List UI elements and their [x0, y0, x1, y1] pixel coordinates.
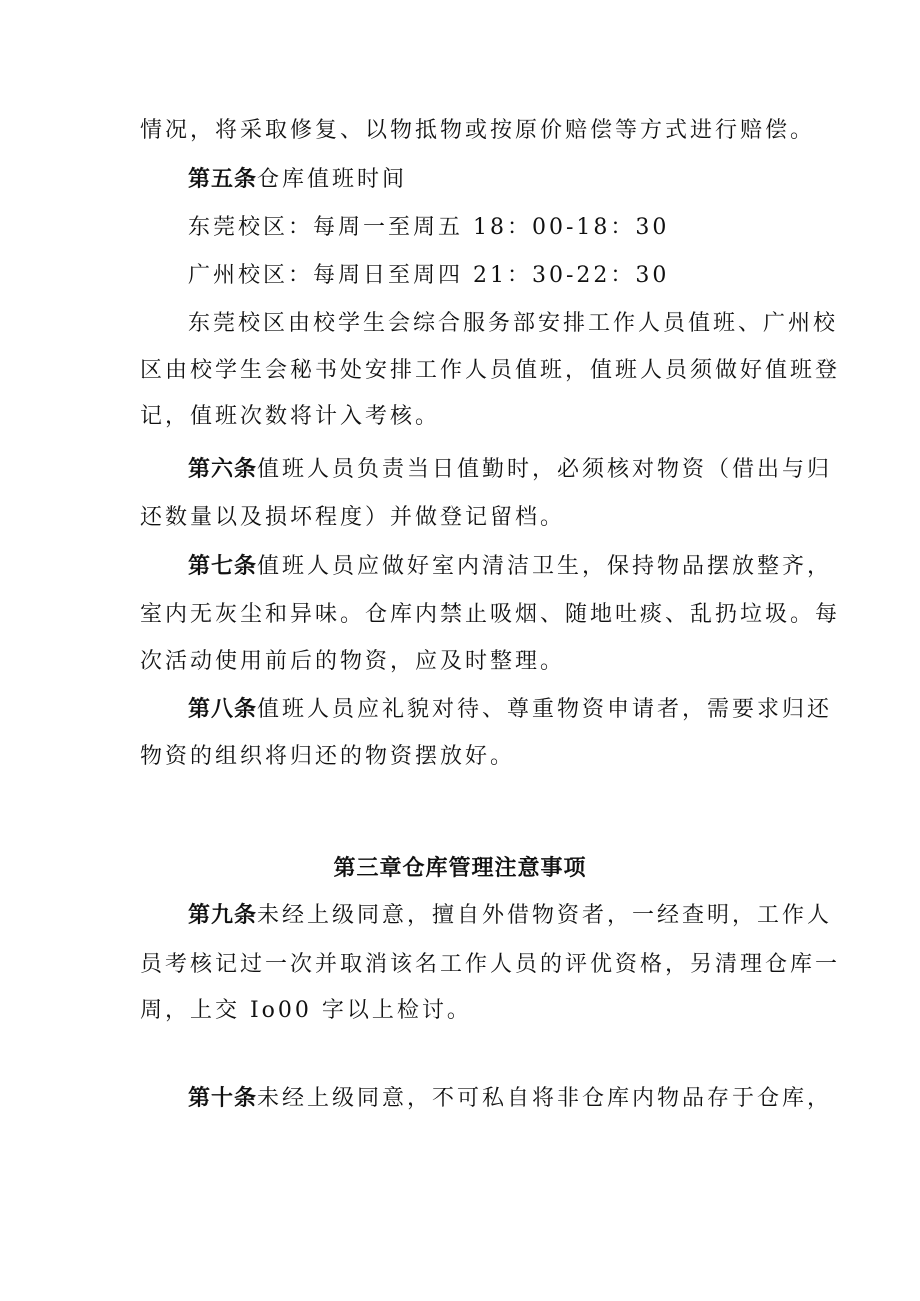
- line-text: 值班人员负责当日值勤时，必须核对物资（借出与归: [257, 457, 833, 482]
- article-label: 第八条: [188, 697, 258, 722]
- line-text: 广州校区：每周日至周四 21：30-22：30: [188, 263, 670, 288]
- article-8: [188, 695, 832, 725]
- article-7: [188, 552, 832, 582]
- paragraph-line: [140, 950, 840, 980]
- line-text: 次活动使用前后的物资，应及时整理。: [140, 649, 566, 674]
- line-text: 值班人员应做好室内清洁卫生，保持物品摆放整齐，: [257, 554, 833, 579]
- article-5-title: [188, 165, 407, 195]
- line-text: 仓库值班时间: [257, 167, 408, 192]
- paragraph-line: [188, 213, 669, 243]
- article-label: 第九条: [188, 903, 258, 928]
- article-10: [188, 1084, 832, 1114]
- line-text: 值班人员应礼貌对待、尊重物资申请者，需要求归还: [257, 697, 833, 722]
- paragraph-line: [140, 647, 565, 677]
- paragraph-line: [188, 309, 838, 339]
- chapter-heading: 第三章仓库管理注意事项: [333, 856, 587, 881]
- article-label: 第六条: [188, 457, 258, 482]
- line-text: 记，值班次数将计入考核。: [140, 404, 441, 429]
- line-text: 员考核记过一次并取消该名工作人员的评优资格，另清理仓库一: [140, 952, 841, 977]
- line-text: 周，上交 Io00 字以上检讨。: [140, 998, 472, 1023]
- line-text: 物资的组织将归还的物资摆放好。: [140, 744, 516, 769]
- paragraph-line: [140, 116, 815, 146]
- paragraph-line: [140, 996, 472, 1026]
- paragraph-line: [140, 356, 840, 386]
- line-text: 情况，将采取修复、以物抵物或按原价赔偿等方式进行赔偿。: [140, 118, 816, 143]
- paragraph-line: [140, 402, 440, 432]
- article-label: 第五条: [188, 167, 258, 192]
- line-text: 区由校学生会秘书处安排工作人员值班，值班人员须做好值班登: [140, 358, 841, 383]
- paragraph-line: [140, 600, 840, 630]
- line-text: 东莞校区：每周一至周五 18：00-18：30: [188, 215, 670, 240]
- paragraph-line: [188, 261, 669, 291]
- line-text: 未经上级同意，不可私自将非仓库内物品存于仓库，: [257, 1086, 833, 1111]
- paragraph-line: [140, 742, 515, 772]
- article-label: 第十条: [188, 1086, 258, 1111]
- article-9: [188, 901, 832, 931]
- article-6: [188, 455, 832, 485]
- line-text: 还数量以及损坏程度）并做登记留档。: [140, 505, 566, 530]
- line-text: 室内无灰尘和异味。仓库内禁止吸烟、随地吐痰、乱扔垃圾。每: [140, 602, 841, 627]
- paragraph-line: [140, 503, 565, 533]
- line-text: 东莞校区由校学生会综合服务部安排工作人员值班、广州校: [188, 311, 839, 336]
- line-text: 未经上级同意，擅自外借物资者，一经查明，工作人: [257, 903, 833, 928]
- article-label: 第七条: [188, 554, 258, 579]
